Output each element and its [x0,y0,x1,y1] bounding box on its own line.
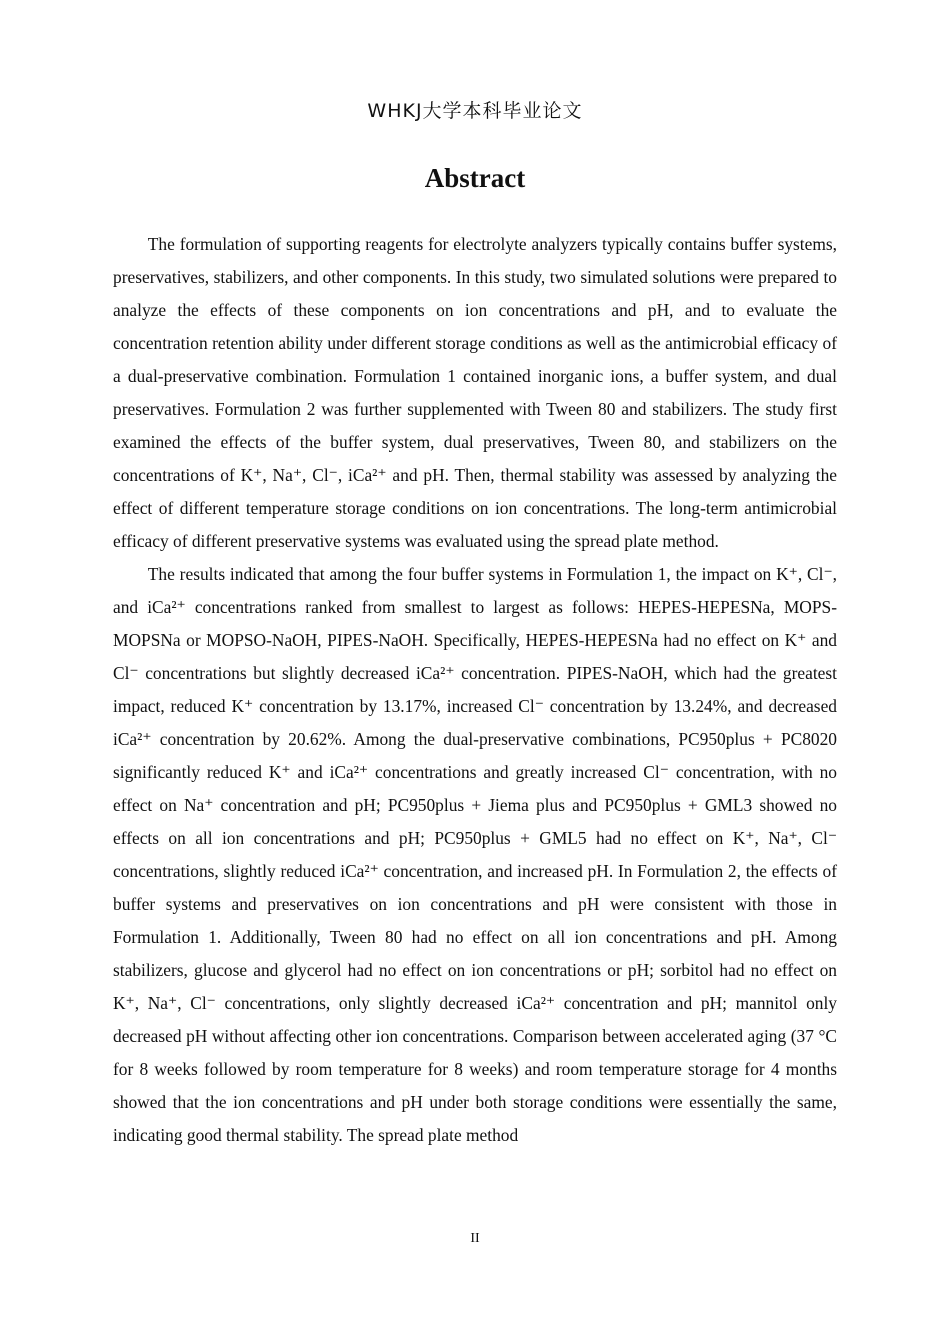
abstract-paragraph-1: The formulation of supporting reagents for electrolyte analyzers typically contains buffer systems, preservatives, stabilizers, and other components. In this study, two simulated solutions were prepared to analyze the effects of these components on ion concentrations and pH, and to evaluate the concentration retention ability under different storage conditions as well as the antimicrobial efficacy of a dual-preservative combination. Formulation 1 contained inorganic ions, a buffer system, and dual preservatives. Formulation 2 was further supplemented with Tween 80 and stabilizers. The study first examined the effects of the buffer system, dual preservatives, Tween 80, and stabilizers on the concentrations of K⁺, Na⁺, Cl⁻, iCa²⁺ and pH. Then, thermal stability was assessed by analyzing the effect of different temperature storage conditions on ion concentrations. The long-term antimicrobial efficacy of different preservative systems was evaluated using the spread plate method. [113,234,837,551]
page-title: Abstract [424,163,526,193]
abstract-body [113,228,837,1152]
running-header: WHKJ大学本科毕业论文 [367,100,583,122]
page-number: II [470,1231,480,1246]
abstract-paragraph-2: The results indicated that among the four buffer systems in Formulation 1, the impact on K⁺, Cl⁻, and iCa²⁺ concentrations ranked from smallest to largest as follows: HEPES-HEPESNa, MOPS-MOPSNa or MOPSO-NaOH, PIPES-NaOH. Specifically, HEPES-HEPESNa had no effect on K⁺ and Cl⁻ concentrations but slightly decreased iCa²⁺ concentration. PIPES-NaOH, which had the greatest impact, reduced K⁺ concentration by 13.17%, increased Cl⁻ concentration by 13.24%, and decreased iCa²⁺ concentration by 20.62%. Among the dual-preservative combinations, PC950plus + PC8020 significantly reduced K⁺ and iCa²⁺ concentrations and greatly increased Cl⁻ concentration, with no effect on Na⁺ concentration and pH; PC950plus + Jiema plus and PC950plus + GML3 showed no effects on all ion concentrations and pH; PC950plus + GML5 had no effect on K⁺, Na⁺, Cl⁻ concentrations, slightly reduced iCa²⁺ concentration, and increased pH. In Formulation 2, the effects of buffer systems and preservatives on ion concentrations and pH were consistent with those in Formulation 1. Additionally, Tween 80 had no effect on all ion concentrations and pH. Among stabilizers, glucose and glycerol had no effect on ion concentrations or pH; sorbitol had no effect on K⁺, Na⁺, Cl⁻ concentrations, only slightly decreased iCa²⁺ concentration and pH; mannitol only decreased pH without affecting other ion concentrations. Comparison between accelerated aging (37 °C for 8 weeks followed by room temperature for 8 weeks) and room temperature storage for 4 months showed that the ion concentrations and pH under both storage conditions were essentially the same, indicating good thermal stability. The spread plate method [113,564,837,1145]
